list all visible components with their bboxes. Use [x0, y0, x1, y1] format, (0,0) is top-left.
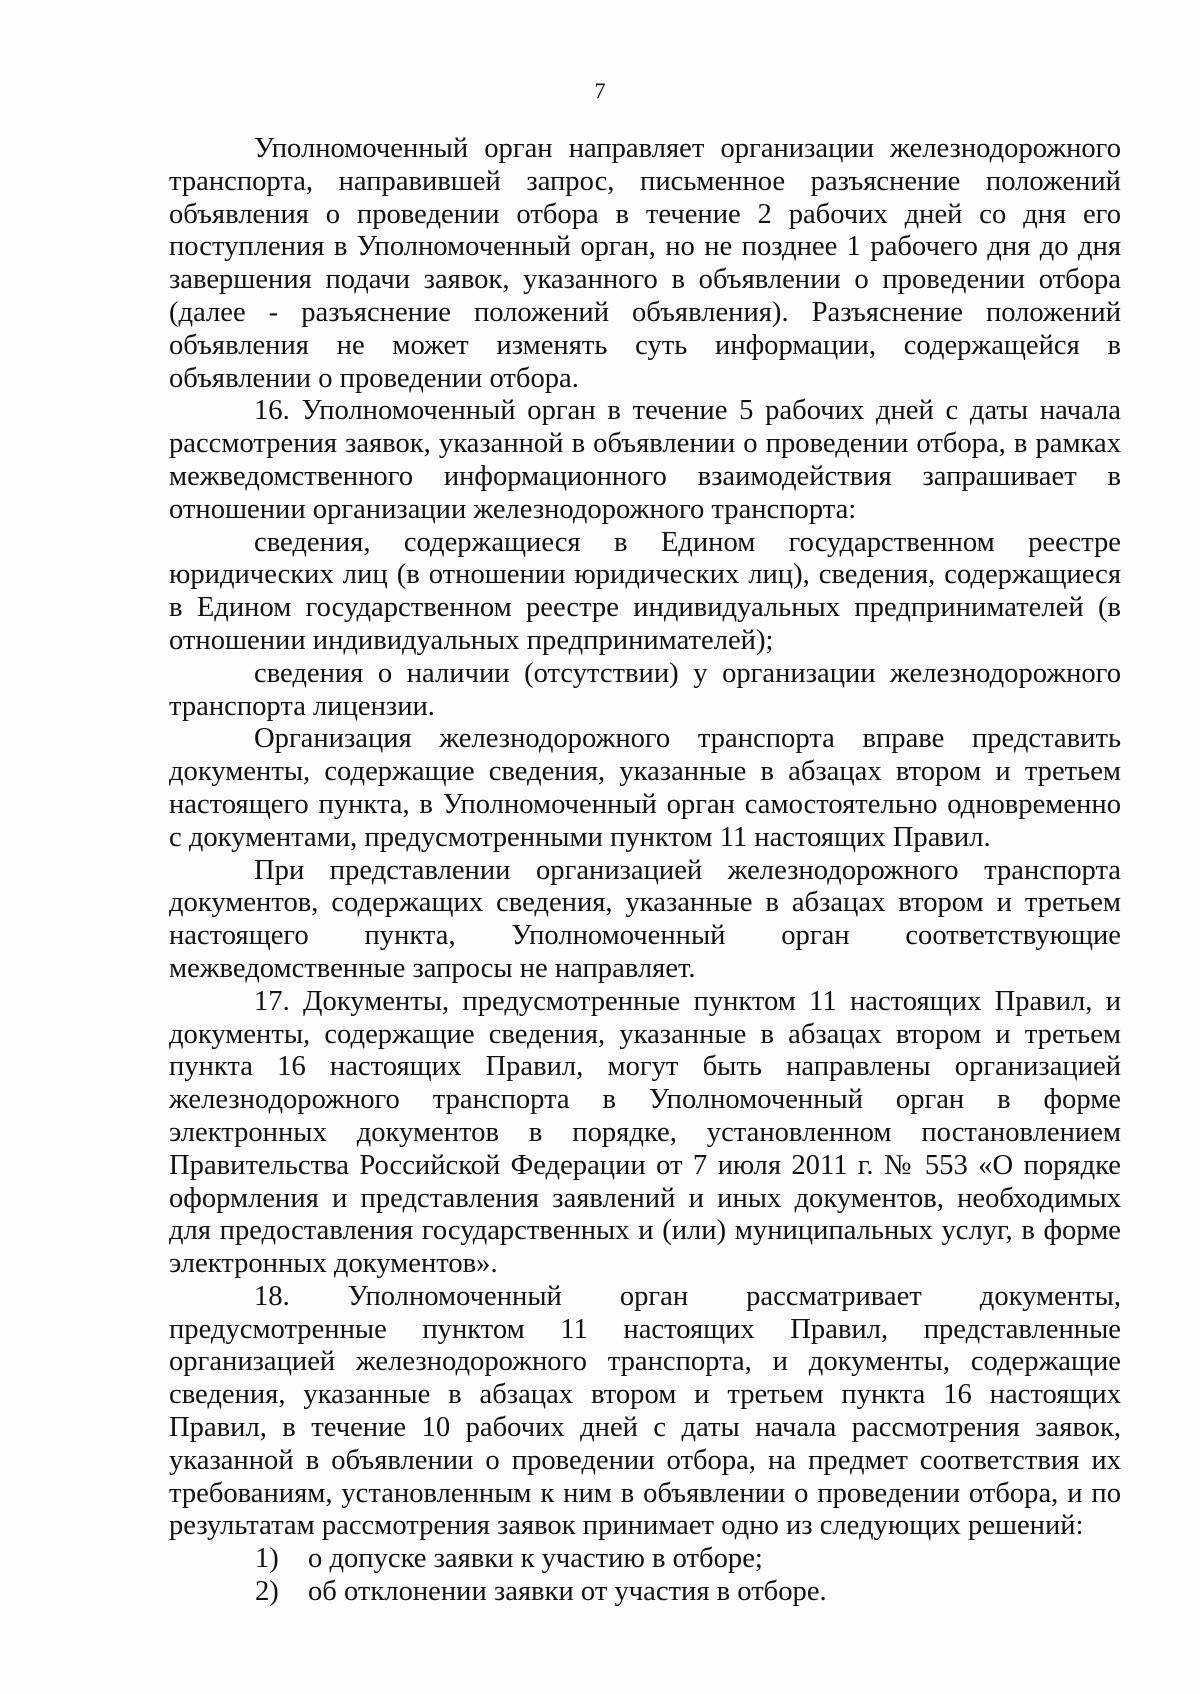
paragraph-16: 16. Уполномоченный орган в течение 5 рабочих дней с даты начала рассмотрения заявок, указанной в объявлении о проведении отбора, в рамках межведомственного информационного взаимодействия запрашивает в отношении организации железнодорожного транспорта:: [169, 395, 1121, 525]
list-item-number: 1): [255, 1543, 279, 1575]
paragraph-16-license-info: сведения о наличии (отсутствии) у организации железнодорожного транспорта лицензии.: [169, 657, 1121, 722]
document-body: [169, 133, 1121, 1609]
list-item: [169, 1543, 1121, 1576]
paragraph-16-no-requests: При представлении организацией железнодорожного транспорта документов, содержащих сведения, указанные в абзацах втором и третьем настоящего пункта, Уполномоченный орган соответствующие межведомственные запросы не направляет.: [169, 854, 1121, 984]
list-item-number: 2): [255, 1576, 279, 1608]
paragraph-16-self-submission: Организация железнодорожного транспорта вправе представить документы, содержащие сведения, указанные в абзацах втором и третьем настоящего пункта, в Уполномоченный орган самостоятельно одновременно с документами, предусмотренными пунктом 11 настоящих Правил.: [169, 723, 1121, 853]
page-number: 7: [594, 78, 606, 103]
list-item-text: о допуске заявки к участию в отборе;: [308, 1543, 763, 1575]
paragraph-clarification: Уполномоченный орган направляет организации железнодорожного транспорта, направившей запрос, письменное разъяснение положений объявления о проведении отбора в течение 2 рабочих дней со дня его поступления в Уполномоченный орган, но не позднее 1 рабочего дня до дня завершения подачи заявок, указанного в объявлении о проведении отбора (далее - разъяснение положений объявления). Разъяснение положений объявления не может изменять суть информации, содержащейся в объявлении о проведении отбора.: [169, 133, 1121, 394]
paragraph-16-registry-info: сведения, содержащиеся в Едином государственном реестре юридических лиц (в отношении юридических лиц), сведения, содержащиеся в Едином государственном реестре индивидуальных предпринимателей (в отношении индивидуальных предпринимателей);: [169, 526, 1121, 656]
list-item: [169, 1576, 1121, 1609]
paragraph-17: 17. Документы, предусмотренные пунктом 11 настоящих Правил, и документы, содержащие сведения, указанные в абзацах втором и третьем пункта 16 настоящих Правил, могут быть направлены организацией железнодорожного транспорта в Уполномоченный орган в форме электронных документов в порядке, установленном постановлением Правительства Российской Федерации от 7 июля 2011 г. № 553 «О порядке оформления и представления заявлений и иных документов, необходимых для предоставления государственных и (или) муниципальных услуг, в форме электронных документов».: [169, 985, 1121, 1280]
list-item-text: об отклонении заявки от участия в отборе.: [308, 1576, 827, 1608]
paragraph-18: 18. Уполномоченный орган рассматривает документы, предусмотренные пунктом 11 настоящих Правил, представленные организацией железнодорожного транспорта, и документы, содержащие сведения, указанные в абзацах втором и третьем пункта 16 настоящих Правил, в течение 10 рабочих дней с даты начала рассмотрения заявок, указанной в объявлении о проведении отбора, на предмет соответствия их требованиям, установленным к ним в объявлении о проведении отбора, и по результатам рассмотрения заявок принимает одно из следующих решений:: [169, 1280, 1121, 1542]
